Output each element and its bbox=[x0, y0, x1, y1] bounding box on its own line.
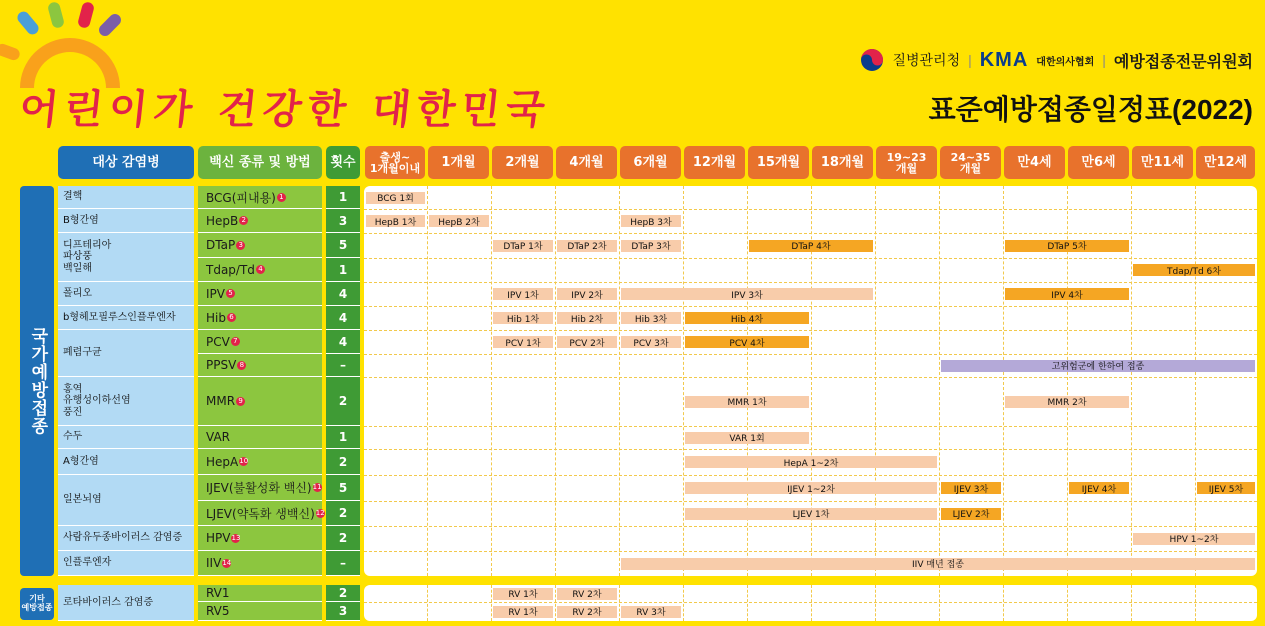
grid-column-line bbox=[683, 186, 684, 576]
age-header: 만4세 bbox=[1004, 146, 1065, 179]
vaccine-name: VAR bbox=[206, 430, 230, 444]
vaccine-name: Tdap/Td bbox=[206, 262, 255, 277]
schedule-bar: Hib 2차 bbox=[557, 312, 617, 324]
disease-label: 로타바이러스 감염증 bbox=[58, 585, 194, 621]
age-header: 만11세 bbox=[1132, 146, 1193, 179]
vaccine-label bbox=[198, 551, 322, 576]
grid-row-line bbox=[364, 526, 1257, 527]
dose-count: 5 bbox=[326, 475, 360, 501]
age-header: 4개월 bbox=[556, 146, 617, 179]
schedule-bar: DTaP 1차 bbox=[493, 240, 553, 252]
dose-count: – bbox=[326, 354, 360, 377]
vaccine-label bbox=[198, 501, 325, 526]
age-header: 1개월 bbox=[428, 146, 489, 179]
schedule-bar: RV 2차 bbox=[557, 588, 617, 600]
footnote-badge: 9 bbox=[236, 397, 245, 406]
footnote-badge: 8 bbox=[237, 361, 246, 370]
schedule-bar: HepB 2차 bbox=[429, 215, 489, 227]
vaccine-label bbox=[198, 186, 322, 209]
vaccine-label bbox=[198, 526, 322, 551]
age-header: 2개월 bbox=[492, 146, 553, 179]
footnote-badge: 1 bbox=[277, 193, 286, 202]
grid-row-line bbox=[364, 258, 1257, 259]
age-header: 12개월 bbox=[684, 146, 745, 179]
vaccine-label bbox=[198, 233, 322, 258]
schedule-bar: RV 2차 bbox=[557, 606, 617, 618]
grid-column-line bbox=[1131, 585, 1132, 621]
vaccine-name: IJEV(불활성화 백신) bbox=[206, 481, 312, 495]
dose-count: 1 bbox=[326, 426, 360, 449]
footnote-badge: 13 bbox=[231, 533, 241, 542]
grid-row-line bbox=[364, 475, 1257, 476]
grid-column-line bbox=[875, 585, 876, 621]
schedule-bar: DTaP 5차 bbox=[1005, 240, 1129, 252]
vaccine-name: DTaP bbox=[206, 238, 236, 252]
dose-count: 2 bbox=[326, 377, 360, 426]
kma-logo: KMA bbox=[979, 48, 1029, 71]
age-header: 19~23 개월 bbox=[876, 146, 937, 179]
grid-row-line bbox=[364, 282, 1257, 283]
vaccine-label bbox=[198, 449, 322, 475]
disease-label: 일본뇌염 bbox=[58, 475, 194, 526]
header-vaccine: 백신 종류 및 방법 bbox=[198, 146, 322, 179]
schedule-bar: BCG 1회 bbox=[366, 192, 425, 204]
vaccine-name: IPV bbox=[206, 286, 225, 301]
vaccine-label bbox=[198, 585, 322, 602]
dose-count: 4 bbox=[326, 306, 360, 330]
disease-label: 디프테리아 파상풍 백일해 bbox=[58, 233, 194, 282]
footnote-badge: 3 bbox=[236, 241, 245, 250]
schedule-bar: LJEV 1차 bbox=[685, 508, 937, 520]
schedule-bar: PCV 4차 bbox=[685, 336, 809, 348]
grid-column-line bbox=[427, 585, 428, 621]
vaccine-label bbox=[198, 282, 322, 306]
footnote-badge: 6 bbox=[227, 313, 236, 322]
vaccine-name: PCV bbox=[206, 334, 230, 349]
grid-row-line bbox=[364, 354, 1257, 355]
disease-label: 수두 bbox=[58, 426, 194, 449]
grid-column-line bbox=[555, 186, 556, 576]
header-disease: 대상 감염병 bbox=[58, 146, 194, 179]
grid-column-line bbox=[1003, 585, 1004, 621]
schedule-bar: IIV 매년 접종 bbox=[621, 558, 1255, 570]
vaccine-name: HPV bbox=[206, 531, 231, 545]
schedule-bar: PCV 3차 bbox=[621, 336, 681, 348]
dose-count: 1 bbox=[326, 258, 360, 282]
age-header: 6개월 bbox=[620, 146, 681, 179]
schedule-bar: 고위험군에 한하여 접종 bbox=[941, 360, 1255, 372]
disease-label: B형간염 bbox=[58, 209, 194, 233]
schedule-bar: HepB 3차 bbox=[621, 215, 681, 227]
schedule-bar: PCV 1차 bbox=[493, 336, 553, 348]
grid-column-line bbox=[747, 585, 748, 621]
grid-row-line bbox=[364, 602, 1257, 603]
dose-count: 4 bbox=[326, 330, 360, 354]
schedule-bar: IJEV 4차 bbox=[1069, 482, 1129, 494]
grid-column-line bbox=[619, 585, 620, 621]
grid-column-line bbox=[491, 186, 492, 576]
schedule-bar: IPV 3차 bbox=[621, 288, 873, 300]
grid-row-line bbox=[364, 209, 1257, 210]
schedule-bar: IJEV 5차 bbox=[1197, 482, 1255, 494]
vaccine-label bbox=[198, 330, 322, 354]
vaccine-name: HepB bbox=[206, 213, 239, 228]
schedule-bar: RV 3차 bbox=[621, 606, 681, 618]
dose-count: 2 bbox=[326, 449, 360, 475]
schedule-bar: Hib 3차 bbox=[621, 312, 681, 324]
dose-count: 2 bbox=[326, 526, 360, 551]
footnote-badge: 10 bbox=[239, 457, 249, 465]
disease-label: 폐렴구균 bbox=[58, 330, 194, 377]
vaccine-label bbox=[198, 258, 322, 282]
disease-label: 사람유두종바이러스 감염증 bbox=[58, 526, 194, 551]
footnote-badge: 12 bbox=[315, 508, 325, 517]
grid-column-line bbox=[427, 186, 428, 576]
schedule-bar: DTaP 4차 bbox=[749, 240, 873, 252]
age-header: 15개월 bbox=[748, 146, 809, 179]
vaccine-label bbox=[198, 354, 322, 377]
vaccine-name: RV1 bbox=[206, 586, 230, 600]
grid-row-line bbox=[364, 551, 1257, 552]
grid-row-line bbox=[364, 449, 1257, 450]
schedule-subtitle: 표준예방접종일정표(2022) bbox=[928, 94, 1253, 125]
grid-row-line bbox=[364, 501, 1257, 502]
schedule-bar: LJEV 2차 bbox=[941, 508, 1001, 520]
disease-label: 폴리오 bbox=[58, 282, 194, 306]
vaccine-name: RV5 bbox=[206, 604, 230, 618]
grid-column-line bbox=[811, 585, 812, 621]
vaccine-label bbox=[198, 209, 322, 233]
grid-column-line bbox=[683, 585, 684, 621]
grid-column-line bbox=[939, 186, 940, 576]
kma-name: 대한의사협회 bbox=[1036, 56, 1095, 68]
dose-count: – bbox=[326, 551, 360, 576]
age-header: 18개월 bbox=[812, 146, 873, 179]
schedule-bar: IPV 1차 bbox=[493, 288, 553, 300]
grid-column-line bbox=[491, 585, 492, 621]
disease-label: A형간염 bbox=[58, 449, 194, 475]
grid-column-line bbox=[1131, 186, 1132, 576]
dose-count: 5 bbox=[326, 233, 360, 258]
dose-count: 2 bbox=[326, 585, 360, 602]
schedule-bar: MMR 2차 bbox=[1005, 396, 1129, 408]
vaccine-name: IIV bbox=[206, 556, 222, 570]
age-header: 출생~ 1개월이내 bbox=[365, 146, 425, 179]
vaccine-name: PPSV bbox=[206, 358, 237, 372]
vaccine-label bbox=[198, 602, 322, 621]
schedule-bar: HepA 1~2차 bbox=[685, 456, 937, 468]
grid-row-line bbox=[364, 233, 1257, 234]
org-logos: 질병관리청 | KMA 대한의사협회 | 예방접종전문위원회 bbox=[860, 46, 1253, 74]
dose-count: 3 bbox=[326, 602, 360, 621]
footnote-badge: 7 bbox=[231, 337, 240, 346]
dose-count: 4 bbox=[326, 282, 360, 306]
grid-row-line bbox=[364, 377, 1257, 378]
schedule-bar: IPV 2차 bbox=[557, 288, 617, 300]
footnote-badge: 2 bbox=[239, 216, 248, 225]
schedule-bar: IJEV 3차 bbox=[941, 482, 1001, 494]
schedule-bar: Tdap/Td 6차 bbox=[1133, 264, 1255, 276]
header-count: 횟수 bbox=[326, 146, 360, 179]
schedule-bar: VAR 1회 bbox=[685, 432, 809, 444]
dose-count: 2 bbox=[326, 501, 360, 526]
grid-column-line bbox=[1195, 585, 1196, 621]
schedule-bar: IJEV 1~2차 bbox=[685, 482, 937, 494]
dose-count: 1 bbox=[326, 186, 360, 209]
age-header: 만6세 bbox=[1068, 146, 1129, 179]
sun-logo-icon bbox=[0, 0, 140, 90]
kdca-logo-icon bbox=[860, 48, 884, 72]
schedule-bar: RV 1차 bbox=[493, 588, 553, 600]
schedule-bar: PCV 2차 bbox=[557, 336, 617, 348]
grid-row-line bbox=[364, 330, 1257, 331]
footnote-badge: 4 bbox=[256, 265, 265, 274]
vaccine-name: BCG(피내용) bbox=[206, 190, 276, 205]
side-label-other: 기타 예방접종 bbox=[20, 588, 54, 620]
schedule-bar: MMR 1차 bbox=[685, 396, 809, 408]
grid-row-line bbox=[364, 306, 1257, 307]
vaccine-name: MMR bbox=[206, 394, 236, 408]
grid-column-line bbox=[619, 186, 620, 576]
schedule-bar: Hib 1차 bbox=[493, 312, 553, 324]
side-label-national: 국가예방접종 bbox=[20, 186, 54, 576]
vaccine-label bbox=[198, 377, 322, 426]
schedule-bar: DTaP 2차 bbox=[557, 240, 617, 252]
grid-column-line bbox=[555, 585, 556, 621]
disease-label: b형헤모필루스인플루엔자 bbox=[58, 306, 194, 330]
grid-row-line bbox=[364, 426, 1257, 427]
footnote-badge: 14 bbox=[222, 558, 232, 567]
vaccine-name: HepA bbox=[206, 454, 239, 469]
vaccine-name: LJEV(약독화 생백신) bbox=[206, 506, 315, 521]
schedule-bar: HepB 1차 bbox=[366, 215, 425, 227]
schedule-bar: HPV 1~2차 bbox=[1133, 533, 1255, 545]
vaccine-label bbox=[198, 475, 322, 501]
dose-count: 3 bbox=[326, 209, 360, 233]
footnote-badge: 11 bbox=[312, 483, 322, 491]
grid-column-line bbox=[939, 585, 940, 621]
schedule-bar: DTaP 3차 bbox=[621, 240, 681, 252]
grid-column-line bbox=[1067, 585, 1068, 621]
schedule-bar: IPV 4차 bbox=[1005, 288, 1129, 300]
grid-column-line bbox=[1195, 186, 1196, 576]
schedule-bar: Hib 4차 bbox=[685, 312, 809, 324]
footnote-badge: 5 bbox=[226, 289, 235, 298]
disease-label: 인플루엔자 bbox=[58, 551, 194, 576]
schedule-bar: RV 1차 bbox=[493, 606, 553, 618]
age-header: 만12세 bbox=[1196, 146, 1255, 179]
kdca-name: 질병관리청 bbox=[892, 52, 961, 68]
vaccine-label bbox=[198, 306, 322, 330]
age-header: 24~35 개월 bbox=[940, 146, 1001, 179]
vaccine-label bbox=[198, 426, 322, 449]
committee-name: 예방접종전문위원회 bbox=[1113, 53, 1253, 71]
disease-label: 홍역 유행성이하선염 풍진 bbox=[58, 377, 194, 426]
grid-column-line bbox=[1003, 186, 1004, 576]
page-title: 어린이가 건강한 대한민국 bbox=[17, 87, 553, 133]
vaccine-name: Hib bbox=[206, 310, 226, 325]
disease-label: 결핵 bbox=[58, 186, 194, 209]
